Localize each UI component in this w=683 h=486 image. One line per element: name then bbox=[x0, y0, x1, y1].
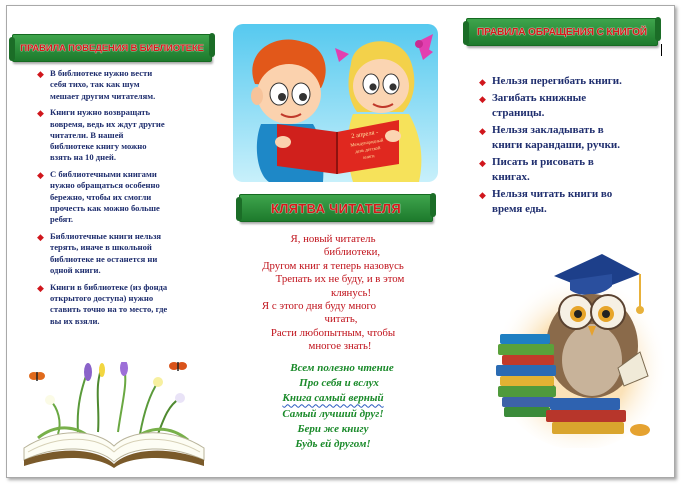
line: себя тихо, так как шум bbox=[50, 79, 140, 90]
banner-curl-right bbox=[655, 17, 661, 41]
line: библиотеке книгу можно bbox=[50, 141, 147, 152]
diamond-bullet-icon: ◆ bbox=[37, 70, 44, 80]
oath-line: читать, bbox=[324, 313, 358, 326]
open-book-flowers-illustration bbox=[18, 362, 210, 470]
diamond-bullet-icon: ◆ bbox=[479, 191, 486, 201]
diamond-bullet-icon: ◆ bbox=[479, 159, 486, 169]
readers-oath bbox=[233, 233, 433, 354]
line: вы их взяли. bbox=[50, 315, 100, 326]
oath-line: Трепать их не буду, и в этом bbox=[275, 273, 405, 286]
verse-line-text: Книга самый верный bbox=[282, 392, 384, 405]
flowers bbox=[38, 362, 188, 440]
line: одной книги. bbox=[50, 264, 101, 275]
open-book bbox=[24, 433, 204, 468]
oath-title: КЛЯТВА ЧИТАТЕЛЯ bbox=[271, 200, 401, 216]
oath-line: многое знать! bbox=[308, 340, 372, 353]
diamond-bullet-icon: ◆ bbox=[37, 233, 44, 244]
left-title: ПРАВИЛА ПОВЕДЕНИЯ В БИБЛИОТЕКЕ bbox=[20, 42, 204, 54]
verse-line: Будь ей другом! bbox=[295, 438, 371, 451]
oath-line: Другом книг я теперь назовусь bbox=[262, 259, 404, 272]
list-item bbox=[479, 123, 662, 153]
diamond-bullet-icon: ◆ bbox=[37, 109, 44, 120]
line: открытого доступа) нужно bbox=[50, 292, 154, 303]
line: Загибать книжные bbox=[492, 92, 587, 104]
list-item bbox=[479, 74, 662, 89]
book-cover-line: Международный bbox=[349, 137, 384, 148]
verse-line bbox=[233, 391, 433, 406]
library-rules-list bbox=[37, 68, 218, 332]
verse-line: Про себя и вслух bbox=[299, 377, 379, 390]
book-cover-line: 2 апреля - bbox=[350, 128, 379, 141]
reading-verse bbox=[233, 361, 433, 452]
line: С библиотечными книгами bbox=[50, 169, 157, 180]
oath-line: клянусь! bbox=[330, 286, 372, 299]
line: мешает другим читателям. bbox=[50, 90, 156, 101]
oath-line: Расти любопытным, чтобы bbox=[270, 326, 396, 339]
line: бережно, чтобы их смогли bbox=[50, 191, 152, 202]
verse-line: Бери же книгу bbox=[297, 422, 369, 435]
list-item bbox=[479, 91, 662, 121]
diamond-bullet-icon: ◆ bbox=[479, 127, 486, 137]
text-cursor bbox=[661, 44, 662, 56]
line: Книги нужно возвращать bbox=[50, 107, 151, 118]
line: ребят. bbox=[50, 214, 74, 225]
line: ставить точно на то место, где bbox=[50, 304, 168, 315]
line: время еды. bbox=[492, 203, 547, 215]
list-item bbox=[37, 231, 218, 276]
diamond-bullet-icon: ◆ bbox=[37, 171, 44, 182]
right-title: ПРАВИЛА ОБРАЩЕНИЯ С КНИГОЙ bbox=[477, 26, 647, 38]
list-item bbox=[37, 282, 218, 327]
line: нужно обращаться особенно bbox=[50, 180, 160, 191]
list-item bbox=[37, 68, 218, 102]
line: Нельзя закладывать в bbox=[492, 124, 604, 136]
oath-line: библиотеки, bbox=[323, 246, 381, 259]
line: страницы. bbox=[492, 107, 545, 119]
verse-line: Самый лучший друг! bbox=[282, 407, 384, 420]
list-item bbox=[37, 107, 218, 163]
banner-curl-left bbox=[463, 21, 469, 45]
line: В библиотеке нужно вести bbox=[50, 68, 153, 78]
line: Библиотечные книги нельзя bbox=[50, 231, 162, 242]
line: Нельзя перегибать книги. bbox=[492, 75, 622, 87]
line: библиотеке не останется ни bbox=[50, 253, 158, 264]
list-item bbox=[479, 187, 662, 217]
line: взять на 10 дней. bbox=[50, 152, 117, 163]
oath-title-banner bbox=[239, 194, 433, 222]
line: Писать и рисовать в bbox=[492, 156, 594, 168]
line: книги карандаши, ручки. bbox=[492, 139, 621, 151]
line: прочесть как можно больше bbox=[50, 203, 160, 214]
line: терять, иначе в школьной bbox=[50, 242, 152, 253]
book-cover-line: день детской bbox=[354, 145, 381, 154]
owl-books-illustration bbox=[490, 248, 666, 448]
book-cover-line: книги bbox=[362, 153, 375, 160]
diamond-bullet-icon: ◆ bbox=[479, 95, 486, 105]
banner-curl-right bbox=[430, 193, 436, 217]
line: книгах. bbox=[492, 171, 530, 183]
list-item bbox=[37, 169, 218, 225]
butterfly-icon bbox=[169, 362, 187, 371]
line: читатели. В нашей bbox=[50, 129, 124, 140]
verse-line: Всем полезно чтение bbox=[290, 362, 394, 374]
line: Нельзя читать книги во bbox=[492, 188, 613, 200]
diamond-bullet-icon: ◆ bbox=[37, 283, 44, 294]
banner-curl-left bbox=[236, 197, 242, 221]
kids-reading-illustration bbox=[233, 24, 438, 182]
oath-line: Я, новый читатель bbox=[290, 233, 376, 245]
diamond-bullet-icon: ◆ bbox=[479, 78, 486, 88]
line: Книги в библиотеке (из фонда bbox=[50, 281, 168, 292]
book-care-rules-list bbox=[479, 74, 662, 219]
oath-line: Я с этого дня буду много bbox=[261, 300, 377, 313]
right-title-banner bbox=[466, 18, 658, 46]
line: вовремя, ведь их ждут другие bbox=[50, 118, 165, 129]
left-title-banner bbox=[12, 34, 212, 62]
banner-curl-right bbox=[209, 33, 215, 57]
banner-curl-left bbox=[9, 37, 15, 61]
butterfly-icon bbox=[29, 372, 45, 381]
list-item bbox=[479, 155, 662, 185]
